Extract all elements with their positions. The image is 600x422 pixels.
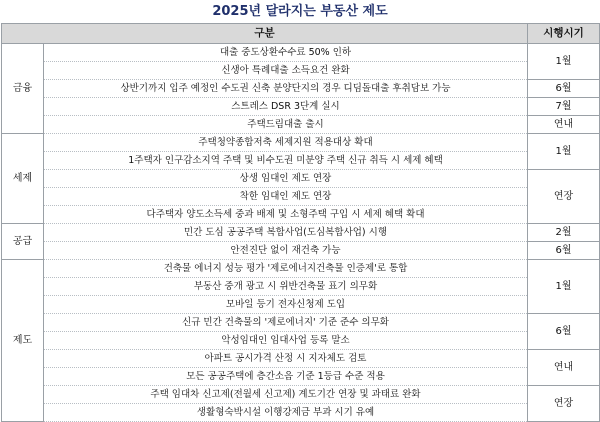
table-row	[2, 80, 600, 98]
table-row	[2, 170, 600, 188]
item-cell: 민간 도심 공공주택 복합사업(도심복합사업) 시행	[44, 224, 528, 242]
item-cell: 착한 임대인 제도 연장	[44, 188, 528, 206]
table-row	[2, 260, 600, 278]
table-row	[2, 116, 600, 134]
table-row	[2, 296, 600, 314]
table-row	[2, 314, 600, 332]
table-row	[2, 404, 600, 422]
category-cell: 세제	[2, 134, 44, 224]
item-cell: 주택청약종합저축 세제지원 적용대상 확대	[44, 134, 528, 152]
table-body	[2, 44, 600, 422]
header-category: 구분	[2, 24, 528, 44]
timing-cell: 6월	[528, 314, 600, 350]
timing-cell: 연장	[528, 386, 600, 422]
item-cell: 생활형숙박시설 이행강제금 부과 시기 유예	[44, 404, 528, 422]
item-cell: 아파트 공시가격 산정 시 지자체도 검토	[44, 350, 528, 368]
policy-table	[1, 23, 600, 422]
item-cell: 신규 민간 건축물의 '제로에너지' 기준 준수 의무화	[44, 314, 528, 332]
timing-cell: 1월	[528, 44, 600, 80]
table-row	[2, 188, 600, 206]
table-row	[2, 206, 600, 224]
category-cell: 제도	[2, 260, 44, 422]
item-cell: 1주택자 인구감소지역 주택 및 비수도권 미분양 주택 신규 취득 시 세제 혜택	[44, 152, 528, 170]
page-title: 2025년 달라지는 부동산 제도	[212, 4, 388, 19]
table-row	[2, 368, 600, 386]
item-cell: 대출 중도상환수수료 50% 인하	[44, 44, 528, 62]
table-row	[2, 386, 600, 404]
item-cell: 상반기까지 입주 예정인 수도권 신축 분양단지의 경우 디딤돌대출 후취담보 가능	[44, 80, 528, 98]
table-row	[2, 98, 600, 116]
item-cell: 부동산 중개 광고 시 위반건축물 표기 의무화	[44, 278, 528, 296]
timing-cell: 6월	[528, 242, 600, 260]
table-row	[2, 62, 600, 80]
item-cell: 스트레스 DSR 3단계 실시	[44, 98, 528, 116]
item-cell: 모든 공공주택에 층간소음 기준 1등급 수준 적용	[44, 368, 528, 386]
table-row	[2, 332, 600, 350]
table-row	[2, 134, 600, 152]
timing-cell: 연장	[528, 170, 600, 224]
timing-cell: 1월	[528, 260, 600, 314]
table-row	[2, 242, 600, 260]
item-cell: 신생아 특례대출 소득요건 완화	[44, 62, 528, 80]
table-row	[2, 44, 600, 62]
timing-cell: 6월	[528, 80, 600, 98]
table-header-row	[2, 24, 600, 44]
timing-cell: 1월	[528, 134, 600, 170]
table-row	[2, 350, 600, 368]
item-cell: 다주택자 양도소득세 중과 배제 및 소형주택 구입 시 세제 혜택 확대	[44, 206, 528, 224]
item-cell: 모바일 등기 전자신청제 도입	[44, 296, 528, 314]
table-row	[2, 152, 600, 170]
timing-cell: 7월	[528, 98, 600, 116]
category-cell: 공급	[2, 224, 44, 260]
item-cell: 주택 임대차 신고제(전월세 신고제) 계도기간 연장 및 과태료 완화	[44, 386, 528, 404]
item-cell: 상생 임대인 제도 연장	[44, 170, 528, 188]
table-row	[2, 224, 600, 242]
header-timing: 시행시기	[528, 24, 600, 44]
timing-cell: 연내	[528, 350, 600, 386]
table-row	[2, 278, 600, 296]
timing-cell: 2월	[528, 224, 600, 242]
item-cell: 주택드림대출 출시	[44, 116, 528, 134]
timing-cell: 연내	[528, 116, 600, 134]
item-cell: 건축물 에너지 성능 평가 '제로에너지건축물 인증제'로 통합	[44, 260, 528, 278]
item-cell: 악성임대인 임대사업 등록 말소	[44, 332, 528, 350]
item-cell: 안전진단 없이 재건축 가능	[44, 242, 528, 260]
category-cell: 금융	[2, 44, 44, 134]
